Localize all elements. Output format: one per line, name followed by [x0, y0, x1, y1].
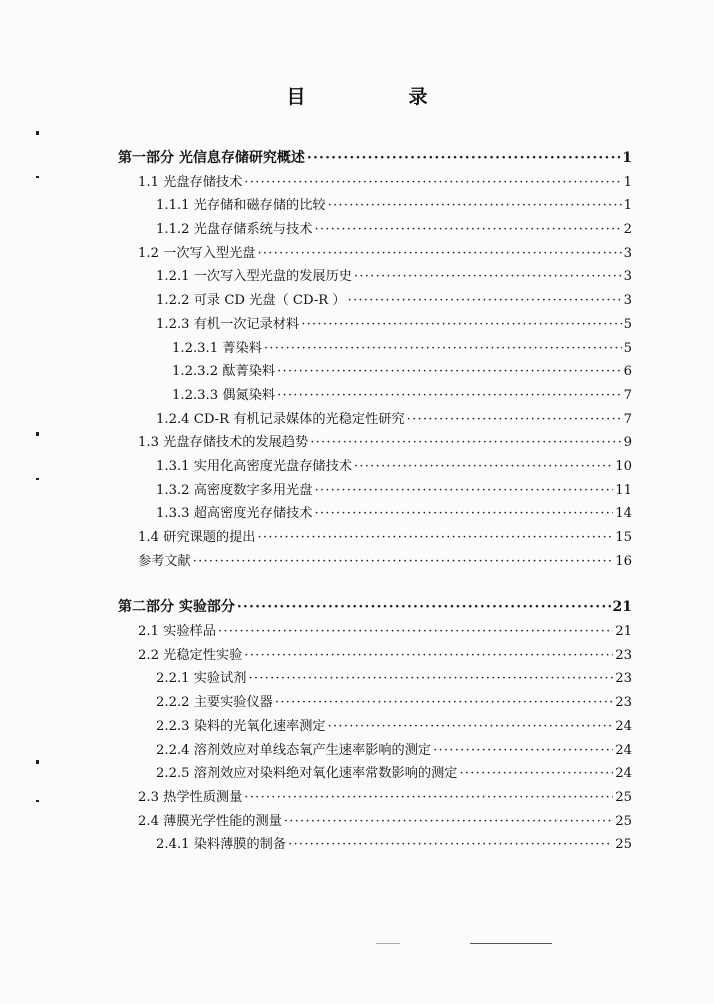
toc-page-number: 3 — [623, 293, 632, 309]
toc-entry-label: 1.3.3 超高密度光存储技术 — [156, 506, 313, 522]
toc-entry — [118, 337, 632, 361]
toc-entry-label: 2.2.3 染料的光氧化速率测定 — [156, 718, 326, 734]
toc-leader-dots — [348, 289, 622, 313]
toc-entry — [118, 360, 632, 384]
page-title: 目 录 — [286, 86, 470, 108]
toc-leader-dots — [218, 620, 613, 644]
toc-entry — [118, 833, 632, 857]
toc-section-gap — [118, 573, 632, 596]
toc-page-number: 23 — [615, 695, 632, 711]
toc-leader-dots — [354, 265, 622, 289]
toc-entry-label: 1.2.4 CD-R 有机记录媒体的光稳定性研究 — [156, 411, 405, 427]
toc-leader-dots — [193, 550, 613, 574]
toc-page-number: 21 — [615, 624, 632, 640]
toc-entry — [118, 715, 632, 739]
toc-entry — [118, 218, 632, 242]
toc-entry — [118, 644, 632, 668]
toc-entry-label: 1.4 研究课题的提出 — [138, 530, 256, 545]
toc-entry-label: 2.4.1 染料薄膜的制备 — [156, 837, 287, 853]
toc-page-number: 24 — [615, 766, 632, 782]
toc-page-number: 6 — [623, 364, 632, 380]
toc-entry — [118, 667, 632, 691]
toc-page-number: 1 — [623, 174, 632, 190]
toc-leader-dots — [407, 408, 622, 432]
toc-entry — [118, 171, 632, 195]
toc-entry-label: 2.2.2 主要实验仪器 — [156, 695, 273, 711]
toc-leader-dots — [275, 691, 613, 715]
toc-leader-dots — [314, 502, 613, 526]
toc-entry-label: 1.1.2 光盘存储系统与技术 — [156, 222, 313, 238]
toc-leader-dots — [244, 786, 613, 810]
toc-entry — [118, 479, 632, 503]
toc-entry — [118, 762, 632, 786]
toc-page-number: 2 — [623, 222, 632, 238]
toc-part-2 — [118, 596, 632, 857]
scan-speck — [36, 432, 39, 436]
toc-entry — [118, 265, 632, 289]
toc-entry — [118, 408, 632, 432]
toc-page-number: 24 — [615, 742, 632, 758]
toc-leader-dots — [237, 596, 611, 620]
toc-leader-dots — [310, 431, 621, 455]
toc-leader-dots — [301, 313, 621, 337]
toc-page-number: 11 — [615, 482, 632, 498]
toc-leader-dots — [284, 810, 613, 834]
toc-entry — [118, 455, 632, 479]
toc-entry — [118, 620, 632, 644]
toc-leader-dots — [277, 360, 622, 384]
toc-entry-label: 2.1 实验样品 — [138, 624, 216, 640]
toc-page-number: 7 — [623, 387, 632, 403]
toc-page-number: 10 — [615, 458, 632, 474]
toc-leader-dots — [314, 479, 613, 503]
table-of-contents — [118, 147, 632, 857]
toc-page-number: 14 — [615, 506, 632, 522]
toc-entry-label: 参考文献 — [138, 553, 191, 569]
toc-entry — [118, 289, 632, 313]
scan-line — [470, 943, 552, 944]
toc-page-number: 23 — [615, 647, 632, 663]
toc-leader-dots — [307, 147, 620, 171]
toc-page-number: 16 — [615, 553, 632, 569]
toc-page-number: 3 — [623, 245, 632, 261]
toc-page-number: 3 — [623, 269, 632, 285]
toc-entry-label: 2.2.1 实验试剂 — [156, 671, 247, 687]
toc-page-number: 1 — [623, 198, 632, 214]
toc-page-number: 24 — [615, 718, 632, 734]
toc-leader-dots — [460, 762, 614, 786]
toc-entry-label: 2.4 薄膜光学性能的测量 — [138, 813, 282, 829]
toc-entry-label: 1.1 光盘存储技术 — [138, 174, 243, 190]
toc-entry — [118, 526, 632, 550]
toc-page-number: 25 — [615, 789, 632, 805]
scan-speck — [36, 176, 39, 178]
toc-entry-label: 2.3 热学性质测量 — [138, 789, 243, 805]
toc-page-number: 21 — [612, 599, 632, 616]
toc-leader-dots — [288, 833, 613, 857]
toc-entry-label: 1.2.3.3 偶氮染料 — [172, 387, 276, 403]
scan-line — [376, 943, 400, 944]
toc-entry-label: 2.2.4 溶剂效应对单线态氧产生速率影响的测定 — [156, 742, 432, 758]
toc-part-heading — [118, 147, 632, 171]
toc-leader-dots — [277, 384, 622, 408]
toc-page-number: 15 — [615, 530, 632, 545]
toc-page-number: 5 — [623, 316, 632, 332]
toc-page-number: 25 — [615, 837, 632, 853]
scan-speck — [36, 800, 39, 802]
toc-page-number: 5 — [623, 340, 632, 356]
toc-entry-label: 第二部分 实验部分 — [118, 599, 235, 616]
toc-entry-label: 2.2.5 溶剂效应对染料绝对氧化速率常数影响的测定 — [156, 766, 458, 782]
toc-entry — [118, 194, 632, 218]
toc-page-number: 7 — [623, 411, 632, 427]
toc-entry-label: 1.2 一次写入型光盘 — [138, 245, 256, 261]
toc-page-number: 23 — [615, 671, 632, 687]
toc-entry-label: 1.3 光盘存储技术的发展趋势 — [138, 435, 309, 451]
toc-leader-dots — [433, 739, 613, 763]
toc-entry-label: 第一部分 光信息存储研究概述 — [118, 150, 305, 166]
toc-entry — [118, 384, 632, 408]
toc-entry-label: 1.2.3.2 酞菁染料 — [172, 364, 276, 380]
scan-speck — [36, 131, 39, 135]
toc-leader-dots — [244, 171, 621, 195]
toc-leader-dots — [354, 455, 613, 479]
toc-leader-dots — [257, 526, 613, 550]
toc-entry-label: 1.1.1 光存储和磁存储的比较 — [156, 198, 326, 214]
toc-part-heading — [118, 596, 632, 620]
toc-page-number: 1 — [622, 150, 632, 166]
toc-entry-label: 1.2.1 一次写入型光盘的发展历史 — [156, 269, 352, 285]
toc-entry — [118, 786, 632, 810]
toc-entry-label: 1.3.1 实用化高密度光盘存储技术 — [156, 458, 352, 474]
scan-speck — [36, 760, 39, 764]
toc-entry-label: 2.2 光稳定性实验 — [138, 647, 243, 663]
toc-entry — [118, 313, 632, 337]
toc-entry — [118, 431, 632, 455]
toc-leader-dots — [314, 218, 621, 242]
toc-leader-dots — [328, 715, 614, 739]
toc-entry — [118, 550, 632, 574]
toc-entry — [118, 810, 632, 834]
toc-entry-label: 1.3.2 高密度数字多用光盘 — [156, 482, 313, 498]
toc-entry — [118, 739, 632, 763]
scan-speck — [36, 478, 39, 480]
toc-leader-dots — [328, 194, 622, 218]
toc-part-1 — [118, 147, 632, 573]
toc-entry-label: 1.2.3 有机一次记录材料 — [156, 316, 300, 332]
toc-page-number: 25 — [615, 813, 632, 829]
toc-entry — [118, 242, 632, 266]
toc-entry-label: 1.2.2 可录 CD 光盘（ CD-R ） — [156, 293, 346, 309]
toc-entry — [118, 691, 632, 715]
toc-entry — [118, 502, 632, 526]
toc-entry-label: 1.2.3.1 菁染料 — [172, 340, 262, 356]
toc-leader-dots — [257, 242, 621, 266]
toc-leader-dots — [244, 644, 613, 668]
toc-leader-dots — [264, 337, 622, 361]
toc-leader-dots — [249, 667, 614, 691]
toc-page-number: 9 — [623, 435, 632, 451]
